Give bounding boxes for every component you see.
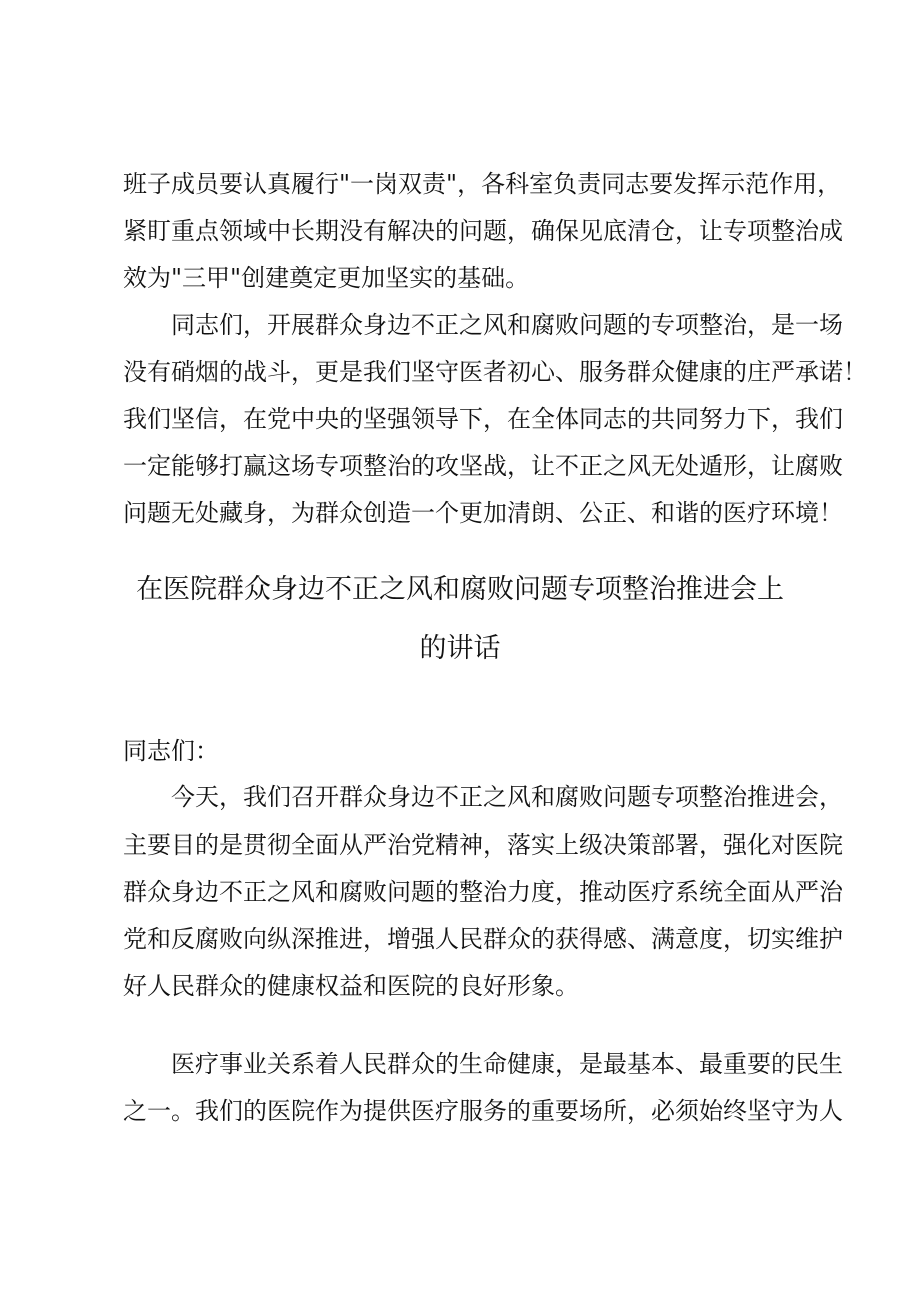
paragraph-line: 班子成员要认真履行"一岗双责"，各科室负责同志要发挥示范作用， [123, 170, 842, 198]
paragraph-line: 我们坚信，在党中央的坚强领导下，在全体同志的共同努力下，我们 [123, 405, 843, 433]
paragraph-line: 同志们，开展群众身边不正之风和腐败问题的专项整治，是一场 [171, 311, 843, 339]
title-line-2: 的讲话 [419, 633, 501, 664]
paragraph-line: 效为"三甲"创建奠定更加坚实的基础。 [123, 264, 530, 292]
paragraph-line: 问题无处藏身，为群众创造一个更加清朗、公正、和谐的医疗环境！ [123, 499, 843, 527]
paragraph-line: 好人民群众的健康权益和医院的良好形象。 [123, 972, 579, 1000]
paragraph-line: 医疗事业关系着人民群众的生命健康，是最基本、最重要的民生 [171, 1050, 843, 1078]
paragraph-line: 没有硝烟的战斗，更是我们坚守医者初心、服务群众健康的庄严承诺！ [123, 358, 867, 386]
paragraph-line: 党和反腐败向纵深推进，增强人民群众的获得感、满意度，切实维护 [123, 925, 843, 953]
paragraph-line: 今天，我们召开群众身边不正之风和腐败问题专项整治推进会， [171, 783, 843, 811]
paragraph-line: 之一。我们的医院作为提供医疗服务的重要场所，必须始终坚守为人 [123, 1097, 843, 1125]
paragraph-line: 一定能够打赢这场专项整治的攻坚战，让不正之风无处遁形，让腐败 [123, 452, 843, 480]
paragraph-line: 紧盯重点领域中长期没有解决的问题，确保见底清仓，让专项整治成 [123, 217, 843, 245]
paragraph-line: 主要目的是贯彻全面从严治党精神，落实上级决策部署，强化对医院 [123, 831, 843, 859]
title-line-1: 在医院群众身边不正之风和腐败问题专项整治推进会上 [136, 574, 784, 605]
salutation: 同志们： [123, 737, 219, 765]
paragraph-line: 群众身边不正之风和腐败问题的整治力度，推动医疗系统全面从严治 [123, 878, 843, 906]
